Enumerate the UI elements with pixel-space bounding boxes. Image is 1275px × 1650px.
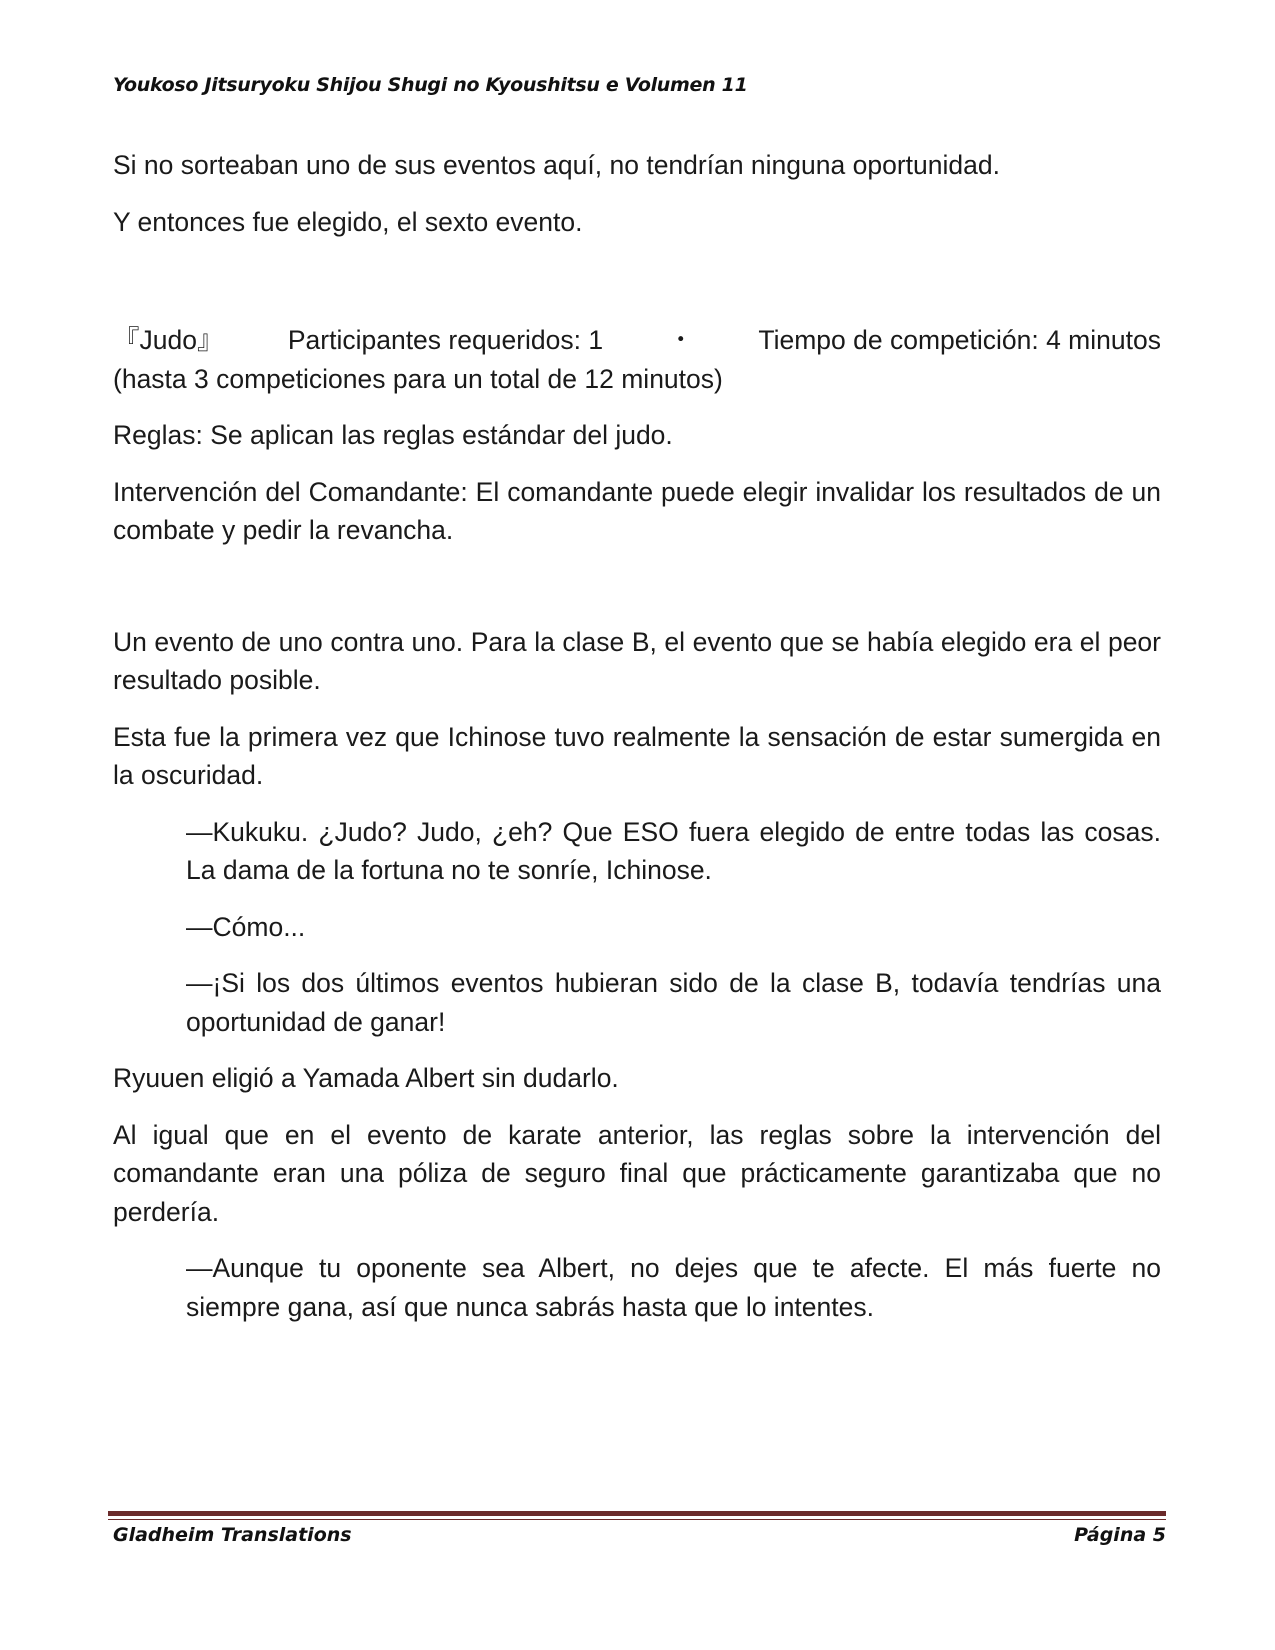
event-time-detail: (hasta 3 competiciones para un total de 12 minutos): [113, 363, 723, 394]
footer-divider: [108, 1511, 1166, 1516]
paragraph-2: Y entonces fue elegido, el sexto evento.: [113, 206, 583, 237]
dialogue-1: —Kukuku. ¿Judo? Judo, ¿eh? Que ESO fuera elegido de entre todas las cosas. La dama de la fortuna no te sonríe, Ichinose.: [186, 816, 1161, 885]
paragraph-3: Un evento de uno contra uno. Para la clase B, el evento que se había elegido era el peor resultado posible.: [113, 626, 1161, 695]
page-header-title: Youkoso Jitsuryoku Shijou Shugi no Kyoushitsu e Volumen 11: [113, 74, 748, 96]
paragraph-1: Si no sorteaban uno de sus eventos aquí, no tendrían ninguna oportunidad.: [113, 150, 1000, 180]
dialogue-2: —Cómo...: [186, 911, 306, 942]
paragraph-5: Ryuuen eligió a Yamada Albert sin dudarlo.: [113, 1063, 619, 1093]
event-time: Tiempo de competición: 4 minutos: [758, 325, 1161, 355]
event-intervention: Intervención del Comandante: El comandante puede elegir invalidar los resultados de un combate y pedir la revancha.: [113, 476, 1161, 545]
dialogue-4: —Aunque tu oponente sea Albert, no dejes que te afecte. El más fuerte no siempre gana, así que nunca sabrás hasta que lo intentes.: [186, 1253, 1161, 1322]
paragraph-4: Esta fue la primera vez que Ichinose tuvo realmente la sensación de estar sumergida en la oscuridad.: [113, 721, 1161, 790]
paragraph-6: Al igual que en el evento de karate anterior, las reglas sobre la intervención del comandante eran una póliza de seguro final que prácticamente garantizaba que no perdería.: [113, 1119, 1161, 1227]
footer-credit: Gladheim Translations: [113, 1524, 352, 1546]
event-participants: Participantes requeridos: 1: [287, 325, 604, 355]
event-rules: Reglas: Se aplican las reglas estándar del judo.: [113, 420, 673, 450]
spacer: [113, 259, 1161, 321]
event-heading: [113, 321, 1161, 360]
event-separator: ・: [667, 325, 694, 355]
footer-divider-thin: [108, 1519, 1166, 1520]
page-body: [113, 146, 1161, 1344]
dialogue-3: —¡Si los dos últimos eventos hubieran sido de la clase B, todavía tendrías una oportunidad de ganar!: [186, 968, 1161, 1037]
event-name: 『Judo』: [113, 325, 224, 355]
spacer: [113, 568, 1161, 623]
page-number: Página 5: [1074, 1524, 1166, 1546]
